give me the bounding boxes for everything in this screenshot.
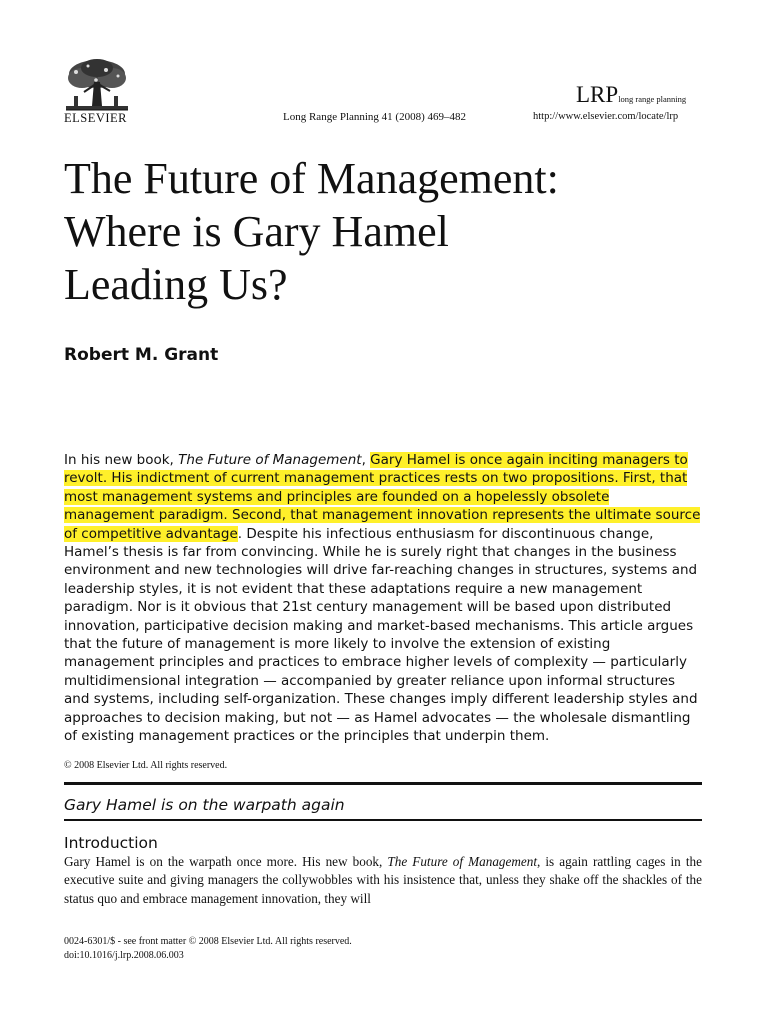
intro-text-a: Gary Hamel is on the warpath once more. His new book, [64, 854, 388, 869]
abstract-lead: In his new book, [64, 452, 179, 468]
journal-url-link[interactable]: http://www.elsevier.com/locate/lrp [533, 111, 679, 122]
abstract-highlight: Gary Hamel is once again inciting managers to revolt. His indictment of current management practices rests on two propositions. First, that most management systems and principles are founded on a hopelessly obsolete management paradigm. Second, that management innovation represents the ultimate source of competitive advantage [64, 452, 701, 542]
abstract [64, 451, 704, 746]
journal-citation: Long Range Planning 41 (2008) 469–482 [283, 111, 467, 123]
journal-abbreviation: LRP [576, 82, 619, 107]
title-line-1: The Future of Management: [64, 154, 559, 203]
author-name: Robert M. Grant [64, 345, 219, 365]
abstract-remainder: . Despite his infectious enthusiasm for discontinuous change, Hamel’s thesis is far from convincing. While he is surely right that changes in the business environment and new technologies will drive far-reaching changes in structures, systems and leadership styles, it is not evident that these adaptations require a new management paradigm. Nor is it obvious that 21st century management will be based upon distributed innovation, participative decision making and market-based mechanisms. This article argues that the future of management is more likely to involve the extension of existing management principles and practices to embrace higher levels of complexity — particularly multidimensional integration — accompanied by greater reliance upon informal structures and systems, including self-organization. These changes imply different leadership styles and approaches to decision making, but not — as Hamel advocates — the wholesale dismantling of existing management practices or the principles that underpin them. [64, 525, 698, 745]
abstract-comma: , [361, 452, 371, 468]
section-heading-introduction: Introduction [64, 834, 158, 852]
front-matter-note: 0024-6301/$ - see front matter © 2008 Elsevier Ltd. All rights reserved. [64, 936, 352, 947]
abstract-book-title: The Future of Management [178, 452, 362, 468]
banner-bottom-rule [64, 819, 702, 821]
title-line-2: Where is Gary Hamel [64, 207, 449, 256]
tree-emblem-icon [62, 58, 132, 114]
abstract-copyright: © 2008 Elsevier Ltd. All rights reserved. [64, 760, 228, 771]
article-title [64, 152, 724, 311]
title-line-3: Leading Us? [64, 260, 288, 309]
banner-top-rule [64, 782, 702, 785]
section-banner: Gary Hamel is on the warpath again [64, 796, 345, 814]
journal-mark [576, 82, 686, 108]
intro-book-title: The Future of Management [387, 854, 537, 869]
doi-line: doi:10.1016/j.lrp.2008.06.003 [64, 950, 184, 961]
page-header [0, 0, 768, 130]
intro-paragraph [64, 853, 702, 908]
publisher-name: ELSEVIER [64, 111, 128, 125]
intro-text-b: , is again rattling cages in the executive suite and giving managers the collywobbles with his insistence that, unless they shake off the shackles of the status quo and embrace management innovation, they will [64, 854, 702, 906]
journal-full-name: long range planning [618, 94, 687, 104]
